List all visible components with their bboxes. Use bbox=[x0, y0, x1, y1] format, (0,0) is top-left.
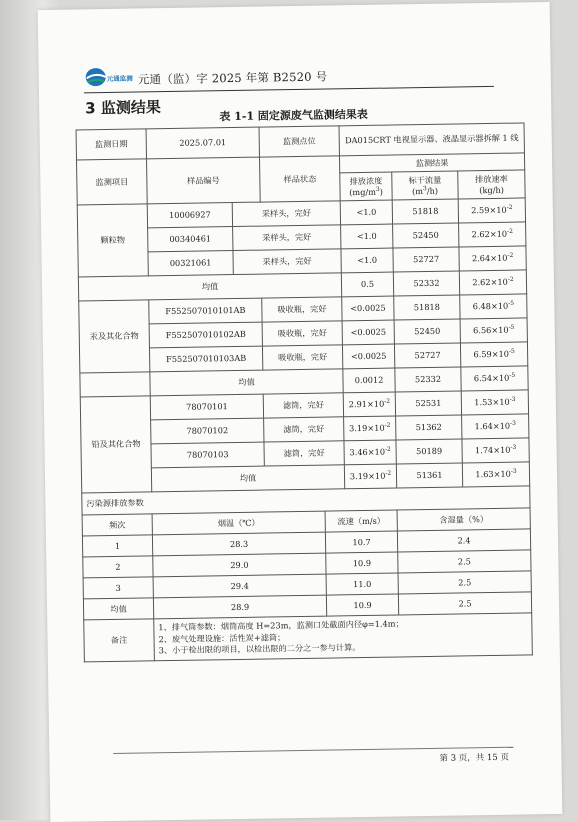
item-header: 监测项目 bbox=[77, 159, 148, 205]
group-name: 铅及其化合物 bbox=[80, 396, 151, 493]
rate-header: 排放速率 (kg/h) bbox=[458, 170, 525, 199]
point-label: 监测点位 bbox=[259, 126, 339, 157]
flow-value: 52450 bbox=[394, 319, 460, 344]
average-label: 均值 bbox=[150, 369, 343, 396]
sample-state: 采样头，完好 bbox=[232, 201, 340, 227]
document-page bbox=[38, 2, 563, 822]
params-header-freq: 频次 bbox=[82, 514, 152, 536]
flow-value: 52450 bbox=[393, 223, 459, 248]
conc-value: 0.0012 bbox=[343, 368, 395, 393]
monitoring-results-table bbox=[76, 122, 533, 662]
conc-value: $2.91\times 10^{-2}$ bbox=[343, 392, 395, 417]
params-header-velocity: 流速（m/s） bbox=[325, 510, 397, 532]
table-title: 表 1-1 固定源废气监测结果表 bbox=[219, 107, 368, 124]
flow-value: 51362 bbox=[396, 415, 462, 440]
conc-value: $3.46\times 10^{-2}$ bbox=[344, 440, 396, 465]
sample-state: 吸收瓶，完好 bbox=[262, 345, 342, 370]
sample-no-header: 样品编号 bbox=[147, 157, 261, 204]
rate-value: $2.59\times 10^{-2}$ bbox=[458, 198, 525, 223]
rate-value: $2.64\times 10^{-2}$ bbox=[459, 246, 526, 271]
conc-value: <0.0025 bbox=[342, 344, 394, 369]
params-header-temp: 烟温（℃） bbox=[152, 511, 325, 535]
conc-header: 排放浓度 $(mg/m^3)$ bbox=[340, 172, 392, 201]
params-title: 污染源排放参数 bbox=[82, 486, 530, 515]
conc-value: <0.0025 bbox=[342, 296, 394, 321]
rate-value: $2.62\times 10^{-2}$ bbox=[459, 222, 526, 247]
params-header-moisture: 含湿量（%） bbox=[397, 508, 530, 531]
sample-state: 吸收瓶，完好 bbox=[262, 321, 342, 346]
sample-state: 滤筒，完好 bbox=[263, 393, 343, 418]
notes-label: 备注 bbox=[84, 619, 155, 662]
conc-value: <1.0 bbox=[341, 224, 393, 249]
rate-value: $6.56\times 10^{-5}$ bbox=[460, 318, 527, 343]
flow-value: 52727 bbox=[393, 247, 459, 272]
conc-value: <0.0025 bbox=[342, 320, 394, 345]
sample-state: 采样头，完好 bbox=[233, 249, 341, 275]
group-name: 汞及其化合物 bbox=[79, 300, 150, 373]
average-label: 均值 bbox=[78, 273, 341, 301]
sample-state: 滤筒，完好 bbox=[264, 441, 344, 466]
conc-value: $3.19\times 10^{-2}$ bbox=[344, 416, 396, 441]
rate-value: $6.54\times 10^{-5}$ bbox=[461, 366, 528, 391]
date-label: 监测日期 bbox=[76, 129, 146, 160]
sample-no: 10006927 bbox=[147, 203, 232, 228]
average-label: 均值 bbox=[151, 465, 344, 492]
sample-no: F552507010101AB bbox=[149, 298, 262, 324]
flow-value: 52332 bbox=[393, 271, 459, 296]
sample-no: F552507010103AB bbox=[149, 346, 262, 372]
flow-value: 52531 bbox=[395, 391, 461, 416]
page-number: 第 3 页，共 15 页 bbox=[439, 752, 510, 764]
flow-value: 51818 bbox=[392, 199, 458, 224]
flow-header: 标干流量 $(m^3/h)$ bbox=[392, 171, 458, 200]
flow-value: 52332 bbox=[395, 367, 461, 392]
sample-no: 78070103 bbox=[151, 442, 264, 468]
conc-value: <1.0 bbox=[341, 248, 393, 273]
logo-text: 元通监测 bbox=[106, 74, 133, 83]
sample-state-header: 样品状态 bbox=[260, 156, 341, 202]
rate-value: $6.48\times 10^{-5}$ bbox=[460, 294, 527, 319]
params-row: 均值 28.9 10.9 2.5 bbox=[83, 592, 531, 620]
rate-value: $1.63\times 10^{-3}$ bbox=[462, 462, 529, 487]
params-row: 2 29.0 10.9 2.5 bbox=[83, 550, 531, 578]
rate-value: $6.59\times 10^{-5}$ bbox=[460, 342, 527, 367]
sample-state: 采样头，完好 bbox=[233, 225, 341, 251]
params-row: 1 28.3 10.7 2.4 bbox=[82, 529, 530, 557]
result-group-header: 监测结果 bbox=[340, 153, 525, 173]
sample-no: 78070101 bbox=[150, 394, 263, 420]
conc-value: $3.19\times 10^{-2}$ bbox=[344, 464, 396, 489]
notes-row bbox=[84, 613, 533, 662]
company-logo bbox=[84, 66, 136, 91]
notes-content bbox=[154, 613, 533, 661]
flow-value: 51361 bbox=[396, 463, 462, 488]
conc-value: <1.0 bbox=[340, 200, 392, 225]
sample-state: 滤筒，完好 bbox=[264, 417, 344, 442]
note-line: 1、排气筒参数：烟筒高度 H=23m，监测口处截面内径φ=1.4m； bbox=[158, 618, 404, 632]
date-value: 2025.07.01 bbox=[146, 127, 259, 159]
note-line: 2、废气处理设施：活性炭+滤筒； bbox=[158, 631, 286, 644]
sample-no: 00321061 bbox=[148, 251, 233, 276]
flow-value: 52727 bbox=[394, 343, 460, 368]
group-name: 颗粒物 bbox=[77, 204, 148, 277]
sample-state: 吸收瓶，完好 bbox=[262, 297, 342, 322]
sample-no: F552507010102AB bbox=[149, 322, 262, 348]
rate-value: $1.64\times 10^{-3}$ bbox=[462, 414, 529, 439]
rate-value: $1.74\times 10^{-3}$ bbox=[462, 438, 529, 463]
sample-no: 78070102 bbox=[151, 418, 264, 444]
sample-no: 00340461 bbox=[148, 227, 233, 252]
flow-value: 51818 bbox=[394, 295, 460, 320]
params-row: 3 29.4 11.0 2.5 bbox=[83, 571, 531, 599]
section-title: 3 监测结果 bbox=[85, 98, 162, 118]
conc-value: 0.5 bbox=[341, 272, 393, 297]
point-value: DA015CRT 电视显示器、液晶显示器拆解 1 线 bbox=[339, 123, 524, 156]
rate-value: $1.53\times 10^{-3}$ bbox=[461, 390, 528, 415]
page-header bbox=[84, 60, 494, 93]
flow-value: 50189 bbox=[396, 439, 462, 464]
document-number: 元通（监）字 2025 年第 B2520 号 bbox=[137, 69, 328, 87]
rate-value: $2.62\times 10^{-2}$ bbox=[459, 270, 526, 295]
note-line: 3、小于检出限的项目，以检出限的二分之一参与计算。 bbox=[158, 642, 361, 656]
